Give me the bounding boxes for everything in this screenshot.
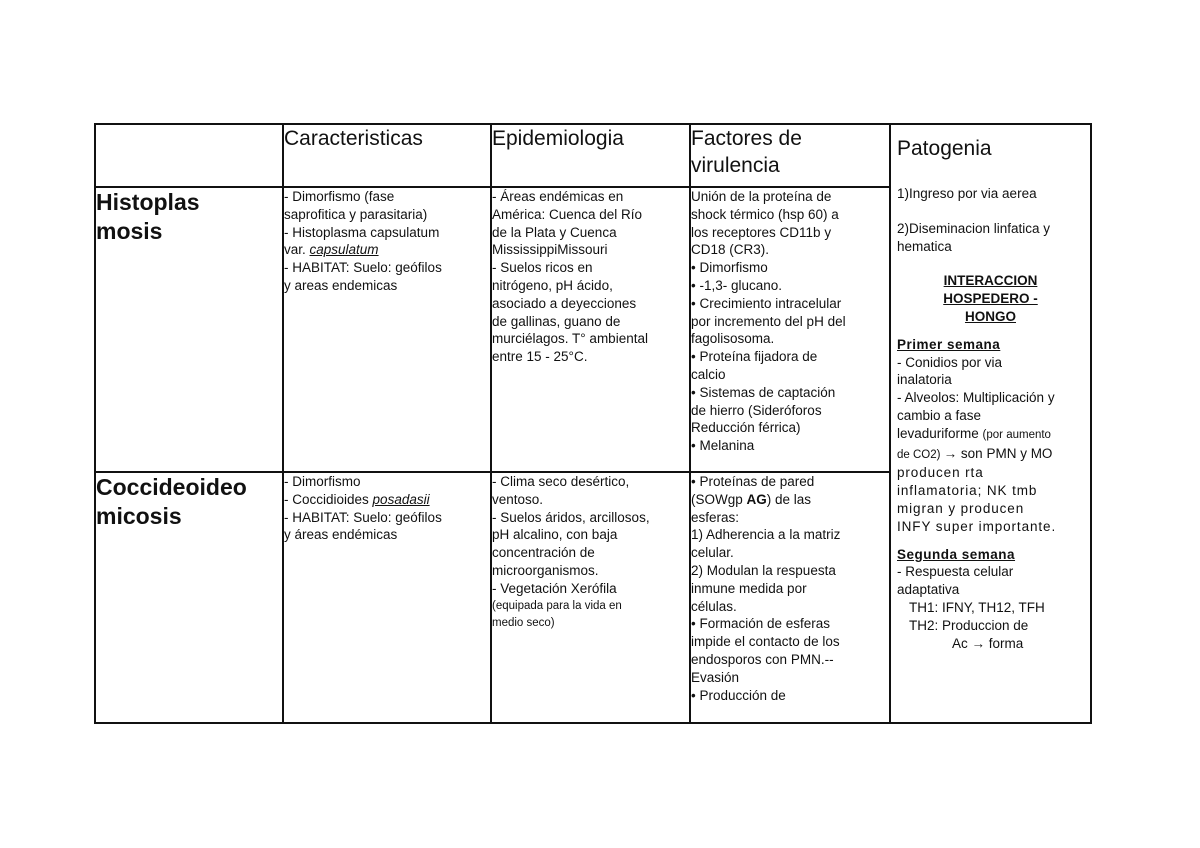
text-line: esferas: bbox=[691, 509, 740, 525]
text-line: - Suelos ricos en bbox=[492, 260, 593, 276]
text-line: y areas endemicas bbox=[284, 277, 398, 293]
segunda-line-3: TH1: IFNY, TH12, TFH bbox=[909, 599, 1045, 615]
patogenia-item-2b: hematica bbox=[897, 238, 952, 254]
text-line: - Áreas endémicas en bbox=[492, 189, 624, 204]
segunda-line-1: - Respuesta celular bbox=[897, 564, 1014, 580]
cocci-virulencia bbox=[690, 472, 890, 723]
text-line: saprofitica y parasitaria) bbox=[284, 206, 428, 222]
primer-line-6b: → son PMN y MO bbox=[943, 445, 1053, 461]
row-label-line1: Coccideoideo bbox=[96, 474, 247, 500]
text-line: pH alcalino, con baja bbox=[492, 527, 618, 543]
cocci-epidemiologia bbox=[491, 472, 690, 723]
text-line: (equipada para la vida en bbox=[492, 599, 622, 612]
segunda-line-4: TH2: Produccion de bbox=[909, 617, 1029, 633]
primer-line-10: INFY super importante. bbox=[897, 518, 1057, 534]
text-line: - Dimorfismo (fase bbox=[284, 189, 395, 204]
text-line: los receptores CD11b y bbox=[691, 224, 832, 240]
text-line: fagolisosoma. bbox=[691, 331, 775, 347]
text-line: • Melanina bbox=[691, 438, 755, 454]
text-line: CD18 (CR3). bbox=[691, 242, 770, 258]
text-line: 2) Modulan la respuesta bbox=[691, 562, 836, 578]
text-line: de hierro (Sideróforos bbox=[691, 402, 822, 418]
text-line: América: Cuenca del Río bbox=[492, 206, 643, 222]
primer-line-5a: levaduriforme bbox=[897, 425, 983, 441]
text-line: • Formación de esferas bbox=[691, 616, 831, 632]
text-line: - Dimorfismo bbox=[284, 474, 361, 489]
italic-underline-term: capsulatum bbox=[309, 242, 379, 258]
text-line: MississippiMissouri bbox=[492, 242, 608, 258]
text-line: de la Plata y Cuenca bbox=[492, 224, 617, 240]
primer-line-2: inalatoria bbox=[897, 372, 952, 388]
patogenia-item-1: 1)Ingreso por via aerea bbox=[897, 186, 1037, 201]
interaccion-title-1: INTERACCION bbox=[943, 273, 1038, 289]
header-row bbox=[95, 124, 1091, 187]
header-factores-virulencia bbox=[690, 124, 890, 187]
text-line: por incremento del pH del bbox=[691, 313, 846, 329]
primer-line-5b: (por aumento bbox=[982, 428, 1051, 441]
text-line: shock térmico (hsp 60) a bbox=[691, 206, 839, 222]
text-line: - Vegetación Xerófila bbox=[492, 580, 617, 596]
patogenia-column bbox=[890, 124, 1091, 723]
text-line: • Proteína fijadora de bbox=[691, 349, 818, 365]
row-label-coccidioidomicosis bbox=[95, 472, 283, 723]
text-line: de gallinas, guano de bbox=[492, 313, 621, 329]
text-line: inmune medida por bbox=[691, 580, 807, 596]
text-line: celular. bbox=[691, 545, 734, 561]
italic-underline-term: posadasii bbox=[372, 491, 430, 507]
text-fragment: var. bbox=[284, 242, 310, 258]
histo-virulencia bbox=[690, 187, 890, 472]
interaccion-title-2: HOSPEDERO - bbox=[943, 291, 1038, 307]
row-label-line1: Histoplas bbox=[96, 189, 200, 215]
bold-term: AG bbox=[746, 491, 767, 507]
primer-line-4: cambio a fase bbox=[897, 407, 982, 423]
text-line: células. bbox=[691, 598, 737, 614]
interaccion-title-3: HONGO bbox=[964, 308, 1016, 324]
row-label-line2: mosis bbox=[96, 218, 163, 244]
text-line bbox=[284, 241, 490, 259]
text-line: • Sistemas de captación bbox=[691, 384, 836, 400]
primer-semana-title: Primer semana bbox=[897, 336, 1001, 352]
header-patogenia: Patogenia bbox=[897, 137, 992, 160]
text-line: • Proteínas de pared bbox=[691, 474, 815, 489]
text-line: - Suelos áridos, arcillosos, bbox=[492, 509, 650, 525]
segunda-line-2: adaptativa bbox=[897, 582, 960, 598]
header-caracteristicas: Caracteristicas bbox=[283, 124, 491, 187]
text-line: - Clima seco desértico, bbox=[492, 474, 630, 489]
text-line: Evasión bbox=[691, 669, 740, 685]
primer-line-8: inflamatoria; NK tmb bbox=[897, 483, 1038, 499]
text-line: Unión de la proteína de bbox=[691, 189, 832, 204]
segunda-line-5: Ac → forma bbox=[952, 635, 1024, 651]
text-line: concentración de bbox=[492, 545, 595, 561]
text-line: • Producción de bbox=[691, 687, 786, 703]
histo-caracteristicas bbox=[283, 187, 491, 472]
text-line: calcio bbox=[691, 366, 726, 382]
text-line bbox=[284, 491, 490, 509]
corner-cell bbox=[95, 124, 283, 187]
text-line: medio seco) bbox=[492, 617, 555, 630]
text-line: entre 15 - 25°C. bbox=[492, 349, 588, 365]
text-line: nitrógeno, pH ácido, bbox=[492, 277, 613, 293]
primer-line-6a: de CO2) bbox=[897, 448, 944, 461]
text-line: ventoso. bbox=[492, 491, 544, 507]
text-line: asociado a deyecciones bbox=[492, 295, 637, 311]
text-line: microorganismos. bbox=[492, 562, 599, 578]
text-line: - HABITAT: Suelo: geófilos bbox=[284, 260, 442, 276]
header-factores-line2: virulencia bbox=[691, 154, 780, 177]
text-line: - HABITAT: Suelo: geófilos bbox=[284, 509, 442, 525]
text-line: murciélagos. T° ambiental bbox=[492, 331, 648, 347]
primer-line-6 bbox=[897, 445, 1084, 465]
primer-line-9: migran y producen bbox=[897, 500, 1025, 516]
text-line: 1) Adherencia a la matriz bbox=[691, 527, 841, 543]
text-line: Reducción férrica) bbox=[691, 420, 801, 436]
text-line bbox=[691, 491, 889, 509]
text-fragment: - Coccidioides bbox=[284, 491, 373, 507]
comparison-table bbox=[94, 123, 1092, 724]
text-line: • Crecimiento intracelular bbox=[691, 295, 842, 311]
text-fragment: (SOWgp bbox=[691, 491, 747, 507]
primer-line-7: producen rta bbox=[897, 465, 984, 481]
text-line: • -1,3- glucano. bbox=[691, 277, 783, 293]
text-line: • Dimorfismo bbox=[691, 260, 768, 276]
text-line: - Histoplasma capsulatum bbox=[284, 224, 440, 240]
header-factores-line1: Factores de bbox=[691, 127, 802, 150]
primer-line-1: - Conidios por via bbox=[897, 354, 1003, 370]
text-fragment: ) de las bbox=[766, 491, 812, 507]
primer-line-5 bbox=[897, 425, 1084, 445]
primer-line-3: - Alveolos: Multiplicación y bbox=[897, 390, 1055, 406]
text-line: y áreas endémicas bbox=[284, 527, 398, 543]
cocci-caracteristicas bbox=[283, 472, 491, 723]
histo-epidemiologia bbox=[491, 187, 690, 472]
segunda-semana-title: Segunda semana bbox=[897, 546, 1016, 562]
text-line: impide el contacto de los bbox=[691, 634, 840, 650]
header-epidemiologia: Epidemiologia bbox=[491, 124, 690, 187]
row-label-histoplasmosis bbox=[95, 187, 283, 472]
patogenia-item-2: 2)Diseminacion linfatica y bbox=[897, 220, 1051, 236]
row-label-line2: micosis bbox=[96, 503, 182, 529]
text-line: endosporos con PMN.-- bbox=[691, 651, 834, 667]
